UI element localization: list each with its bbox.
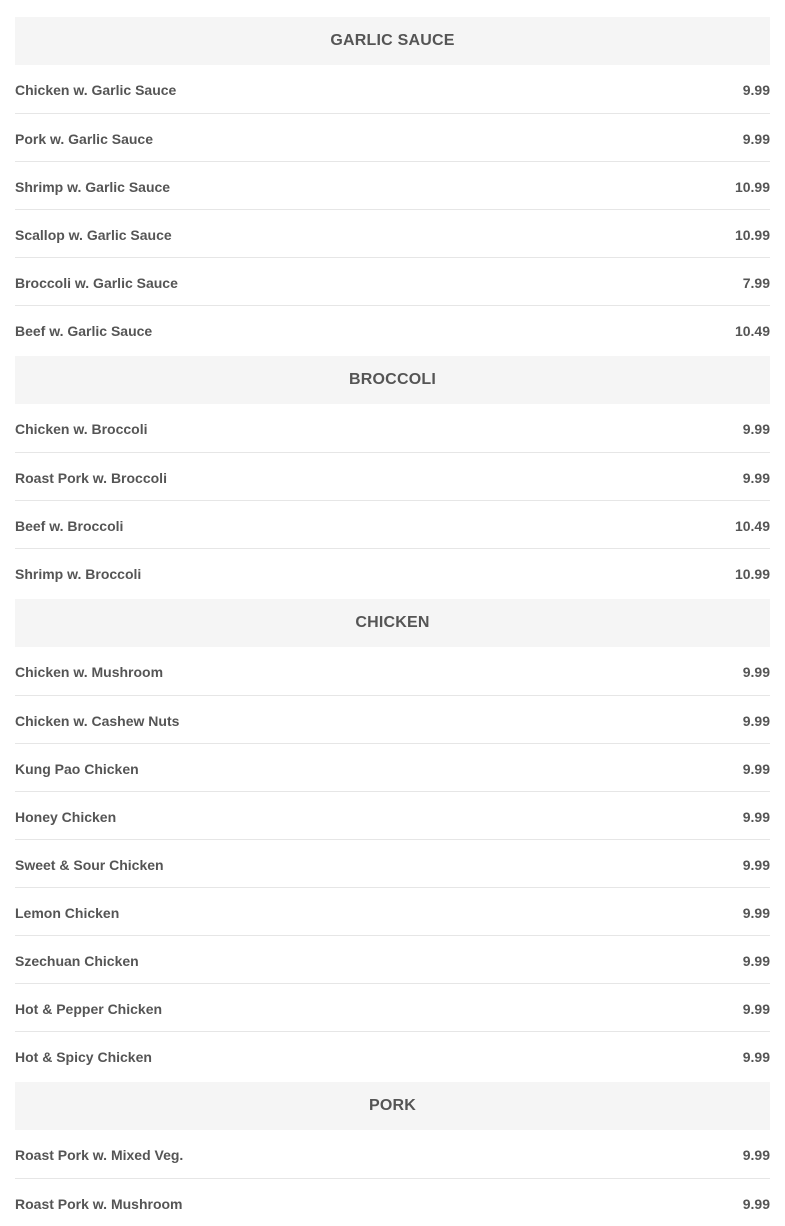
menu-item[interactable] [15,548,770,596]
item-price: 9.99 [742,713,770,729]
item-price: 9.99 [742,1049,770,1065]
menu-section [15,1082,770,1226]
menu-section [15,17,770,353]
menu-item[interactable] [15,743,770,791]
item-price: 10.99 [734,227,770,243]
menu-item[interactable] [15,1178,770,1226]
menu-item[interactable] [15,161,770,209]
item-name: Roast Pork w. Mixed Veg. [15,1147,184,1163]
menu-item[interactable] [15,791,770,839]
item-price: 9.99 [742,1147,770,1163]
menu-item[interactable] [15,983,770,1031]
item-name: Beef w. Broccoli [15,518,124,534]
item-price: 10.99 [734,566,770,582]
item-name: Chicken w. Garlic Sauce [15,82,177,98]
item-name: Lemon Chicken [15,905,120,921]
item-price: 9.99 [742,905,770,921]
item-price: 10.49 [734,518,770,534]
item-name: Scallop w. Garlic Sauce [15,227,172,243]
item-name: Honey Chicken [15,809,117,825]
menu-section [15,356,770,596]
item-name: Broccoli w. Garlic Sauce [15,275,178,291]
item-price: 7.99 [742,275,770,291]
item-name: Pork w. Garlic Sauce [15,131,153,147]
item-price: 9.99 [742,421,770,437]
menu-item[interactable] [15,500,770,548]
section-header: BROCCOLI [15,356,770,404]
item-name: Hot & Spicy Chicken [15,1049,152,1065]
menu-item[interactable] [15,452,770,500]
item-name: Roast Pork w. Broccoli [15,470,167,486]
item-name: Kung Pao Chicken [15,761,139,777]
menu-section [15,599,770,1079]
item-name: Chicken w. Mushroom [15,664,164,680]
item-price: 9.99 [742,857,770,873]
item-name: Roast Pork w. Mushroom [15,1196,183,1212]
section-header: CHICKEN [15,599,770,647]
item-name: Shrimp w. Garlic Sauce [15,179,171,195]
item-price: 9.99 [742,664,770,680]
menu-item[interactable] [15,209,770,257]
item-price: 9.99 [742,82,770,98]
item-name: Beef w. Garlic Sauce [15,323,153,339]
menu-item[interactable] [15,647,770,695]
item-name: Sweet & Sour Chicken [15,857,164,873]
item-price: 9.99 [742,1196,770,1212]
item-name: Chicken w. Cashew Nuts [15,713,180,729]
item-name: Hot & Pepper Chicken [15,1001,163,1017]
item-price: 9.99 [742,1001,770,1017]
menu-item[interactable] [15,257,770,305]
item-price: 10.49 [734,323,770,339]
section-header: GARLIC SAUCE [15,17,770,65]
item-price: 9.99 [742,761,770,777]
menu-item[interactable] [15,113,770,161]
item-name: Szechuan Chicken [15,953,139,969]
menu-item[interactable] [15,1130,770,1178]
item-name: Chicken w. Broccoli [15,421,148,437]
section-items [15,404,770,596]
section-items [15,65,770,353]
menu-item[interactable] [15,935,770,983]
section-items [15,1130,770,1226]
item-price: 10.99 [734,179,770,195]
menu-item[interactable] [15,404,770,452]
menu-item[interactable] [15,839,770,887]
section-items [15,647,770,1079]
item-price: 9.99 [742,809,770,825]
item-price: 9.99 [742,470,770,486]
menu-item[interactable] [15,695,770,743]
item-price: 9.99 [742,131,770,147]
item-price: 9.99 [742,953,770,969]
item-name: Shrimp w. Broccoli [15,566,142,582]
menu-item[interactable] [15,887,770,935]
menu-item[interactable] [15,65,770,113]
menu-item[interactable] [15,1031,770,1079]
menu-list [15,0,770,1226]
menu-item[interactable] [15,305,770,353]
section-header: PORK [15,1082,770,1130]
